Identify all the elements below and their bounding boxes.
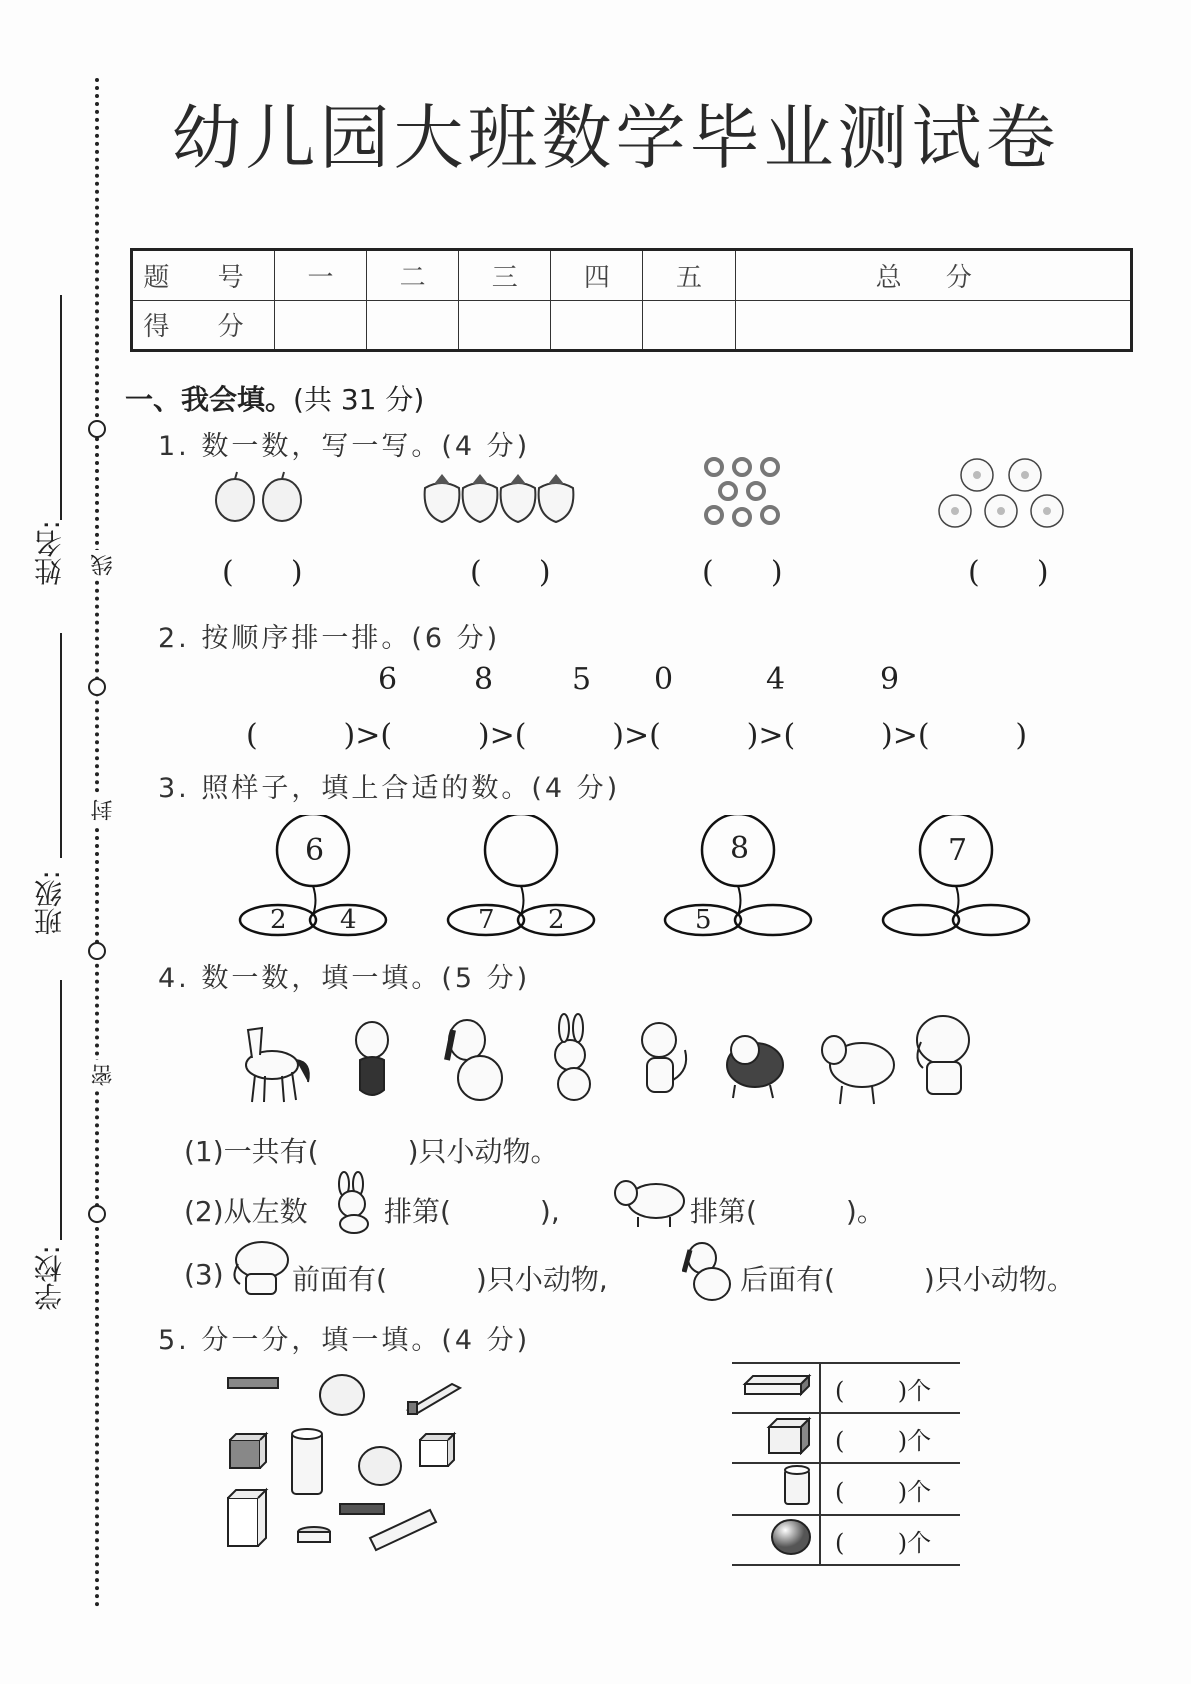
school-field-line[interactable]	[60, 980, 62, 1240]
school-field-label: 学校:	[33, 1245, 66, 1311]
score-table-header-row	[132, 250, 1132, 301]
section-heading-text: 一、我会填。	[125, 383, 294, 416]
sphere-icon	[320, 1375, 364, 1415]
q5-text: 5. 分一分，填一填。(4 分)	[158, 1325, 531, 1356]
q2-number: 8	[474, 662, 494, 697]
q4-sub3-blank-back[interactable]: 后面有( )只小动物。	[740, 1263, 1075, 1296]
sheep-icon	[612, 1175, 688, 1230]
binding-dotted-line	[95, 78, 99, 1608]
flowers-icon	[935, 455, 1070, 535]
shape-row-cuboid	[732, 1363, 960, 1413]
elephant-icon	[917, 1016, 969, 1094]
binding-hole	[88, 678, 106, 696]
rabbit-icon	[555, 1014, 590, 1100]
dog-icon	[447, 1020, 502, 1100]
q3-text: 3. 照样子，填上合适的数。(4 分)	[158, 773, 621, 804]
q4-sub3-prefix: (3)	[184, 1258, 224, 1291]
tree4-top: 7	[948, 833, 968, 868]
rabbit-icon	[328, 1170, 384, 1234]
tree1-top: 6	[305, 833, 325, 868]
cube-icon	[420, 1440, 448, 1466]
cylinder-count-blank[interactable]: ( )个	[820, 1463, 960, 1515]
score-table-score-row	[132, 300, 1132, 351]
flat-cuboid-icon	[340, 1504, 384, 1514]
q1-answer-4[interactable]: ( )	[968, 555, 1049, 590]
column-5: 五	[643, 250, 735, 301]
seal-word-mi: 密	[88, 1060, 119, 1090]
tree1-right: 4	[340, 905, 357, 935]
q4-sub3-blank-front[interactable]: 前面有( )只小动物,	[292, 1263, 608, 1296]
q2-number: 0	[654, 662, 674, 697]
name-field-line[interactable]	[60, 295, 62, 520]
tree2-right: 2	[548, 905, 565, 935]
cylinder-icon	[781, 1464, 813, 1508]
q1-answer-3[interactable]: ( )	[702, 555, 783, 590]
tree3-left: 5	[695, 905, 712, 935]
binding-hole	[88, 1205, 106, 1223]
class-field-line[interactable]	[60, 633, 62, 858]
score-cell-3[interactable]	[459, 300, 551, 351]
sphere-icon	[769, 1517, 813, 1557]
column-4: 四	[551, 250, 643, 301]
score-cell-4[interactable]	[551, 300, 643, 351]
q2-number: 9	[880, 662, 900, 697]
tree3-top: 8	[730, 831, 750, 866]
score-table	[130, 248, 1133, 352]
q1-answer-2[interactable]: ( )	[470, 555, 551, 590]
shape-row-sphere	[732, 1515, 960, 1565]
score-cell-2[interactable]	[367, 300, 459, 351]
shape-row-cylinder	[732, 1463, 960, 1515]
column-3: 三	[459, 250, 551, 301]
lying-cylinder-icon	[370, 1510, 436, 1550]
turtle-icon	[727, 1036, 783, 1098]
column-1: 一	[275, 250, 367, 301]
sphere-count-blank[interactable]: ( )个	[820, 1515, 960, 1565]
elephant-icon	[226, 1238, 292, 1298]
tall-cuboid-icon	[228, 1498, 258, 1546]
cube-count-blank[interactable]: ( )个	[820, 1413, 960, 1463]
cuboid-count-blank[interactable]: ( )个	[820, 1363, 960, 1413]
q1-answer-1[interactable]: ( )	[222, 555, 303, 590]
score-cell-5[interactable]	[643, 300, 735, 351]
section-points: (共 31 分)	[293, 383, 425, 416]
animals-row	[240, 1010, 990, 1110]
sheep-icon	[822, 1036, 894, 1104]
header-label: 题 号	[132, 250, 275, 301]
q2-order-blanks[interactable]: ( )>( )>( )>( )>( )>( )	[246, 718, 1028, 753]
q4-text: 4. 数一数，填一填。(5 分)	[158, 963, 531, 994]
q4-sub2-prefix: (2)从左数	[184, 1195, 308, 1228]
number-tree-2	[438, 815, 608, 940]
binding-hole	[88, 942, 106, 960]
seal-word-feng: 封	[88, 795, 119, 825]
strawberries-icon	[420, 470, 600, 525]
tree2-left: 7	[478, 905, 495, 935]
mixed-shapes	[220, 1370, 470, 1560]
flat-cuboid-icon	[228, 1378, 278, 1388]
q2-number: 4	[766, 662, 786, 697]
q4-sub2-blank-sheep[interactable]: 排第( )。	[690, 1195, 885, 1228]
column-2: 二	[367, 250, 459, 301]
q2-text: 2. 按顺序排一排。(6 分)	[158, 623, 501, 654]
seal-word-xian: 线	[88, 550, 119, 580]
shape-row-cube	[732, 1413, 960, 1463]
tree1-left: 2	[270, 905, 287, 935]
name-field-label: 姓名:	[33, 520, 66, 586]
horse-icon	[246, 1028, 309, 1102]
rings-icon	[700, 455, 785, 540]
column-total: 总 分	[735, 250, 1131, 301]
section-1-heading	[125, 378, 424, 418]
sphere-icon	[359, 1447, 401, 1485]
dog-icon	[682, 1238, 738, 1304]
monkey-icon	[642, 1023, 686, 1092]
cow-icon	[356, 1022, 388, 1095]
q2-number: 5	[572, 662, 592, 697]
q4-sub1: (1)一共有( )只小动物。	[184, 1135, 559, 1168]
row-label: 得 分	[132, 300, 275, 351]
score-cell-1[interactable]	[275, 300, 367, 351]
q2-number: 6	[378, 662, 398, 697]
page-title: 幼儿园大班数学毕业测试卷	[171, 97, 1060, 179]
q4-sub2-blank-rabbit[interactable]: 排第( ),	[384, 1195, 560, 1228]
cube-icon	[765, 1415, 813, 1455]
cylinder-icon	[292, 1432, 322, 1494]
class-field-label: 班级:	[33, 870, 66, 936]
apples-icon	[210, 470, 310, 525]
score-cell-total[interactable]	[735, 300, 1131, 351]
cuboid-icon	[741, 1372, 813, 1398]
cube-icon	[230, 1440, 260, 1468]
q1-text: 1. 数一数，写一写。(4 分)	[158, 431, 531, 462]
binding-hole	[88, 420, 106, 438]
shape-count-table	[732, 1362, 960, 1566]
